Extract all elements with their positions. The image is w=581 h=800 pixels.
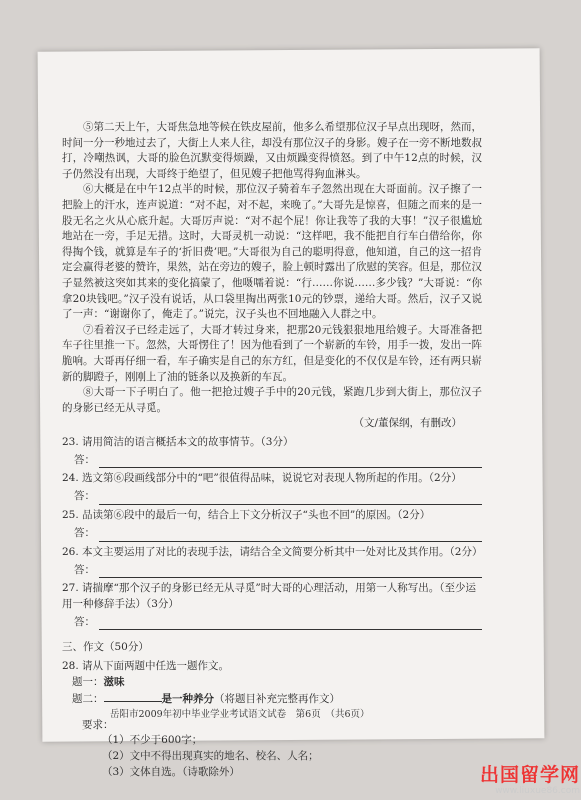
passage-paragraph-5: ⑤第二天上午，大哥焦急地等候在铁皮屋前，他多么希望那位汉子早点出现呀，然而，时间一分一秒地过去了，大街上人来人往，却没有那位汉子的身影。嫂子在一旁不断地数叔打，冷嘲热讽，大哥的脸色沉默变得烦躁，又由烦躁变得愤怒。到了中午12点的时候，汉子仍然没有出现，大哥终于绝望了，但见嫂子把他骂得狗血淋头。 xyxy=(62,121,482,180)
question-24 xyxy=(62,471,482,505)
passage-paragraph-6: ⑥大概是在中午12点半的时候，那位汉子骑着车子忽然出现在大哥面前。汉子擦了一把脸上的汗水，连声说道：“对不起，对不起，来晚了。”大哥先是惊喜，但随之而来的是一股无名之火从心底升起。大哥厉声说：“对不起个屁！你让我等了我的大事！”汉子很尴尬地站在一旁，手足无措。这时，大哥灵机一动说：“这样吧，我不能把自行车白借给你，你得掏个钱，就算是车子的‘折旧费’吧。”大哥很为自己的聪明得意，他知道，自己的这一招肯定会赢得老婆的赞许，果然，站在旁边的嫂子，脸上顿时露出了欣慰的笑容。但是，那位汉子显然被这突如其来的变化搞蒙了，他嗫嚅着说：“行……你说……多少钱？”大哥说：“你拿20块钱吧。”汉子没有说话，从口袋里掏出两张10元的钞票，递给大哥。然后，汉子又说了一声：“谢谢你了，俺走了。”说完，汉子头也不回地融入人群之中。 xyxy=(62,183,482,321)
watermark-name: 出国留学网 xyxy=(479,764,580,786)
requirement-item: （1）不少于600字； xyxy=(102,734,203,747)
composition-topic-1 xyxy=(72,675,482,691)
question-text: 25. 品读第⑥段中的最后一句，结合上下文分析汉子“头也不回”的原因。（2分） xyxy=(62,509,431,522)
question-27 xyxy=(62,581,482,630)
answer-line xyxy=(99,455,482,468)
question-text: 26. 本文主要运用了对比的表现手法，请结合全文简要分析其中一处对比及其作用。（2分） xyxy=(62,545,483,558)
requirements-label: 要求： xyxy=(82,718,114,731)
passage-paragraph-7: ⑦看着汉子已经走远了，大哥才转过身来，把那20元钱狠狠地甩给嫂子。大哥准备把车子往里推一下。忽然，大哥愣住了！因为他看到了一个崭新的车铃，用手一拨，发出一阵脆响。大哥再仔细一看，车子确实是自己的东方红，但是变化的不仅仅是车铃，还有两只崭新的脚蹬子，刚刚上了油的链条以及换新的车瓦。 xyxy=(62,323,482,383)
requirement-item: （2）文中不得出现真实的地名、校名、人名； xyxy=(102,750,319,762)
answer-area[interactable] xyxy=(74,487,482,505)
question-text: 27. 请揣摩“那个汉子的身影已经无从寻觅”时大哥的心理活动，用第一人称写出。（至少运用一种修辞手法）（3分） xyxy=(62,582,477,610)
answer-line xyxy=(99,492,482,505)
exam-content xyxy=(62,120,482,780)
answer-area[interactable] xyxy=(74,560,482,578)
question-26 xyxy=(62,545,482,579)
answer-label: 答： xyxy=(74,615,95,628)
answer-area[interactable] xyxy=(74,612,482,630)
answer-label: 答： xyxy=(74,453,95,466)
answer-line xyxy=(99,529,482,542)
answer-area[interactable] xyxy=(74,450,482,468)
watermark xyxy=(432,764,580,798)
passage-source: （文/董保纲，有删改） xyxy=(353,417,462,430)
question-text: 24. 选文第⑥段画线部分中的“吧”很值得品味，说说它对表现人物所起的作用。（2分） xyxy=(62,472,462,485)
page-footer: 岳阳市2009年初中毕业学业考试语文试卷 第6页 （共6页） xyxy=(110,709,370,720)
question-25 xyxy=(62,508,482,542)
topic-1-title: 滋味 xyxy=(103,675,125,688)
answer-label: 答： xyxy=(74,563,95,576)
topic-2-title: 是一种养分 xyxy=(161,693,214,706)
topic-2-blank[interactable] xyxy=(104,690,162,702)
question-text: 23. 请用简洁的语言概括本文的故事情节。（3分） xyxy=(62,435,294,448)
answer-line xyxy=(99,617,482,630)
watermark-url: www.liuxue86.com xyxy=(495,786,580,796)
composition-prompt: 28. 请从下面两题中任选一题作文。 xyxy=(62,660,230,673)
requirement-item: （3）文体自选。（诗歌除外） xyxy=(102,765,240,778)
topic-2-label: 题二： xyxy=(72,693,104,706)
composition-section-title: 三、作文（50分） xyxy=(62,641,149,654)
answer-line xyxy=(99,565,482,578)
answer-area[interactable] xyxy=(74,524,482,542)
answer-label: 答： xyxy=(74,490,95,503)
question-23 xyxy=(62,435,482,469)
topic-2-note: （将题目补充完整再作文） xyxy=(214,693,340,706)
answer-label: 答： xyxy=(74,527,95,540)
passage-paragraph-8: ⑧大哥一下子明白了。他一把抢过嫂子手中的20元钱，紧跑几步到大街上，那位汉子的身影已经无从寻觅。 xyxy=(62,386,482,414)
topic-1-label: 题一： xyxy=(72,675,104,688)
